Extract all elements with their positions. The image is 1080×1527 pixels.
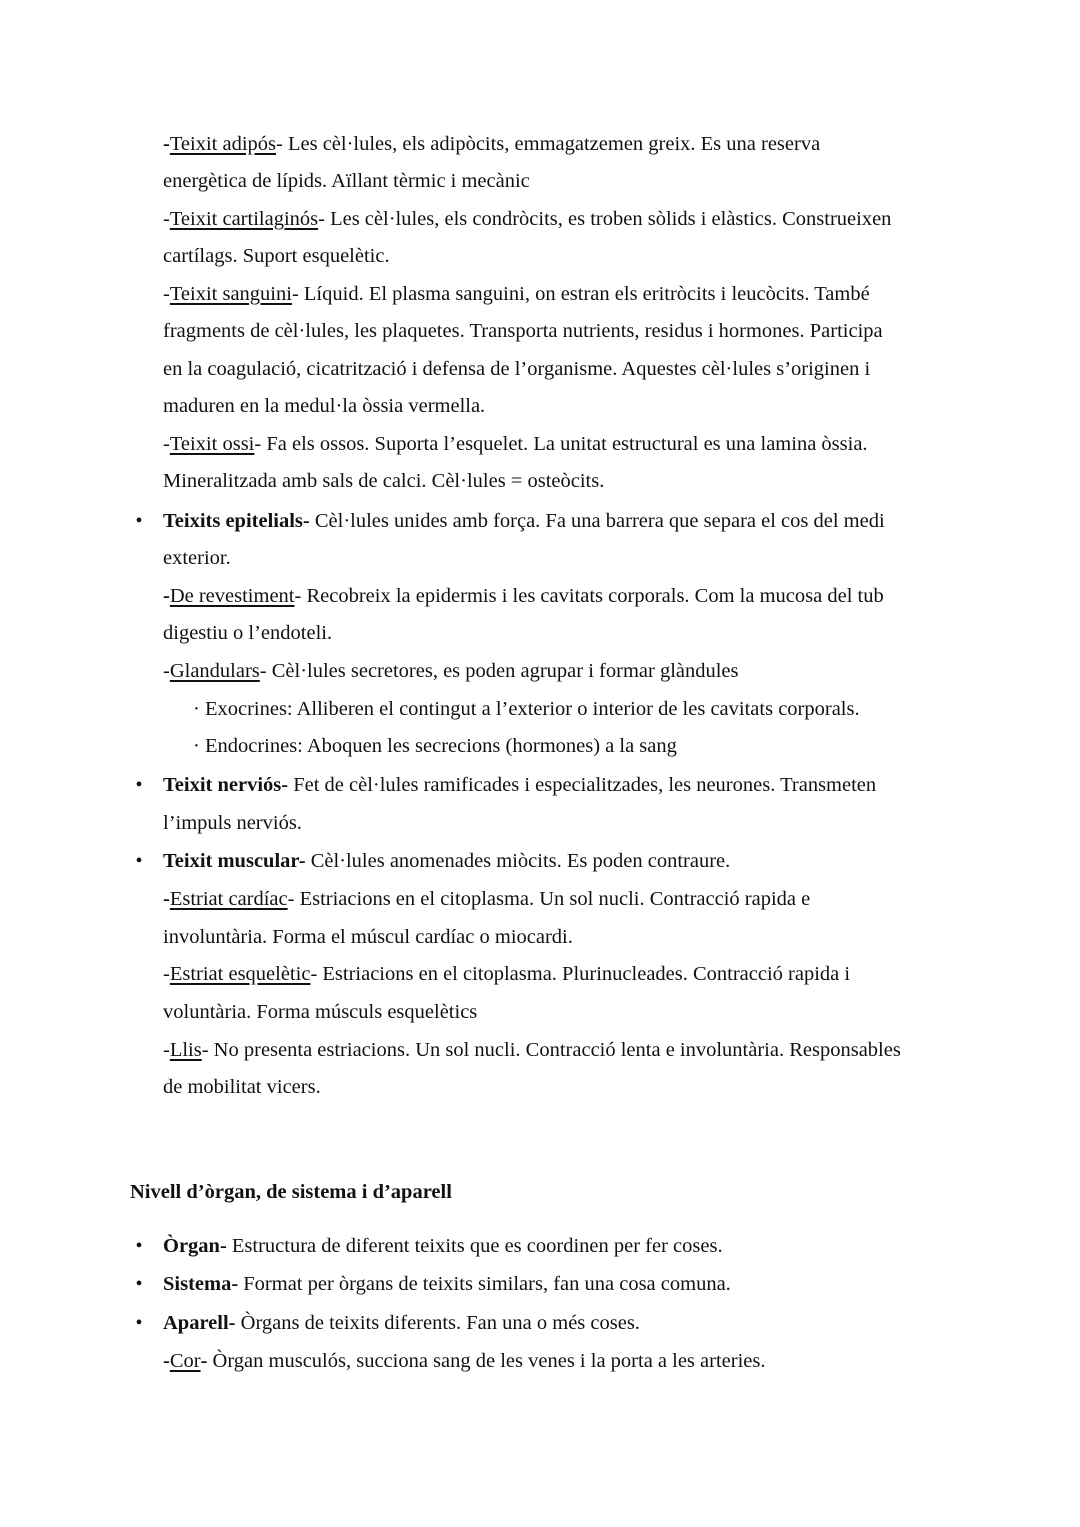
bold-term: - [200,1350,213,1372]
text-segment: Mineralitzada amb sals de calci. Cèl·lules = osteòcits. [163,470,605,492]
text-segment: · Endocrines: Aboquen les secrecions (hormones) a la sang [193,735,677,757]
bullet-item [135,1271,731,1297]
text-segment: - [163,208,170,230]
bold-term: Sistema- [163,1273,239,1295]
text-segment: Cèl·lules anomenades miòcits. Es poden contraure. [305,850,731,872]
bullet-icon: • [135,774,143,796]
bullet-icon: • [135,510,143,532]
text-segment: - Cèl·lules secretores, es poden agrupar i formar glàndules [259,660,739,682]
text-segment: - Líquid. El plasma sanguini, on estran els eritròcits i leucòcits. També [291,283,870,305]
text-segment: en la coagulació, cicatrització i defensa de l’organisme. Aquestes cèl·lules s’originen i [163,358,871,380]
bold-term: - [163,133,170,155]
text-segment: - Recobreix la epidermis i les cavitats corporals. Com la mucosa del tub [294,585,884,607]
bold-term: Teixits epitelials- [163,510,310,532]
text-line [163,810,302,836]
text-segment: · Exocrines: Alliberen el contingut a l’exterior o interior de les cavitats corporals. [193,698,860,720]
bold-term: - [163,888,170,910]
bullet-item [135,508,885,534]
text-segment: - [163,283,170,305]
bullet-item [135,1233,723,1259]
bold-term: Nivell d’òrgan, de sistema i d’aparell [130,1181,452,1203]
bullet-icon: • [135,1312,143,1334]
section-heading [130,1179,452,1205]
underlined-term: De revestiment [169,585,295,607]
bullet-icon: • [135,1273,143,1295]
text-line [163,1037,901,1063]
underlined-term: Llis [169,1039,202,1061]
underlined-term: Glandulars [169,660,260,682]
underlined-term: Cor [169,1350,201,1372]
text-line [163,131,820,157]
text-segment: energètica de lípids. Aïllant tèrmic i mecànic [163,170,530,192]
bold-term: Teixit nerviós- [163,774,289,796]
text-line [163,1074,321,1100]
text-segment: - [163,433,170,455]
text-segment: - Estriacions en el citoplasma. Plurinucleades. Contracció rapida i [310,963,851,985]
text-segment: voluntària. Forma músculs esquelètics [163,1001,478,1023]
text-segment: cartílags. Suport esquelètic. [163,245,390,267]
text-segment: de mobilitat vicers. [163,1076,321,1098]
text-segment: Òrgan musculós, succiona sang de les venes i la porta a les arteries. [212,1350,766,1372]
text-segment: - No presenta estriacions. Un sol nucli. Contracció lenta e involuntària. Responsables [201,1039,901,1061]
underlined-term: Estriat esquelètic [169,963,311,985]
bullet-icon: • [135,1235,143,1257]
text-line [163,924,573,950]
text-line [163,583,884,609]
text-line [163,356,870,382]
text-line [163,431,868,457]
text-line [163,658,739,684]
text-line [193,696,860,722]
underlined-term: Teixit ossi [169,433,255,455]
text-segment: - [163,963,170,985]
text-segment: - Les cèl·lules, els adipòcits, emmagatzemen greix. Es una reserva [276,133,821,155]
text-line [163,545,231,571]
text-line [163,206,891,232]
text-segment: Cèl·lules unides amb força. Fa una barrera que separa el cos del medi [309,510,885,532]
text-line [163,886,810,912]
text-segment: - Fa els ossos. Suporta l’esquelet. La unitat estructural es una lamina òssia. [254,433,868,455]
text-line [163,999,477,1025]
text-segment: Estructura de diferent teixits que es coordinen per fer coses. [226,1235,723,1257]
underlined-term: Teixit adipós [169,133,277,155]
bold-term: Òrgan- [163,1235,227,1257]
bold-term: Aparell- [163,1312,236,1334]
text-line [163,393,485,419]
text-line [163,1348,765,1374]
text-line [163,620,332,646]
bold-term: Teixit muscular- [163,850,306,872]
bullet-item [135,848,731,874]
bullet-item [135,1310,640,1336]
text-line [193,733,677,759]
text-segment: fragments de cèl·lules, les plaquetes. Transporta nutrients, residus i hormones. Participa [163,320,883,342]
underlined-term: Estriat cardíac [169,888,288,910]
text-line [163,281,870,307]
text-line [163,318,883,344]
text-line [163,468,604,494]
text-segment: exterior. [163,547,231,569]
bullet-item [135,772,877,798]
text-segment: - Les cèl·lules, els condròcits, es troben sòlids i elàstics. Construeixen [318,208,892,230]
text-segment: - [163,660,170,682]
text-segment: Fet de cèl·lules ramificades i especialitzades, les neurones. Transmeten [288,774,877,796]
text-segment: - Estriacions en el citoplasma. Un sol nucli. Contracció rapida e [287,888,811,910]
text-segment: Format per òrgans de teixits similars, fan una cosa comuna. [238,1273,731,1295]
bullet-icon: • [135,850,143,872]
underlined-term: Teixit sanguini [169,283,292,305]
text-line [163,168,530,194]
text-line [163,243,390,269]
text-segment: digestiu o l’endoteli. [163,622,333,644]
text-segment: - [163,1039,170,1061]
text-segment: maduren en la medul·la òssia vermella. [163,395,486,417]
text-segment: l’impuls nerviós. [163,812,302,834]
text-segment: involuntària. Forma el múscul cardíac o miocardi. [163,926,573,948]
bold-term: - [163,1350,170,1372]
bold-term: - [163,585,170,607]
text-segment: Òrgans de teixits diferents. Fan una o més coses. [235,1312,640,1334]
text-line [163,961,850,987]
underlined-term: Teixit cartilaginós [169,208,319,230]
